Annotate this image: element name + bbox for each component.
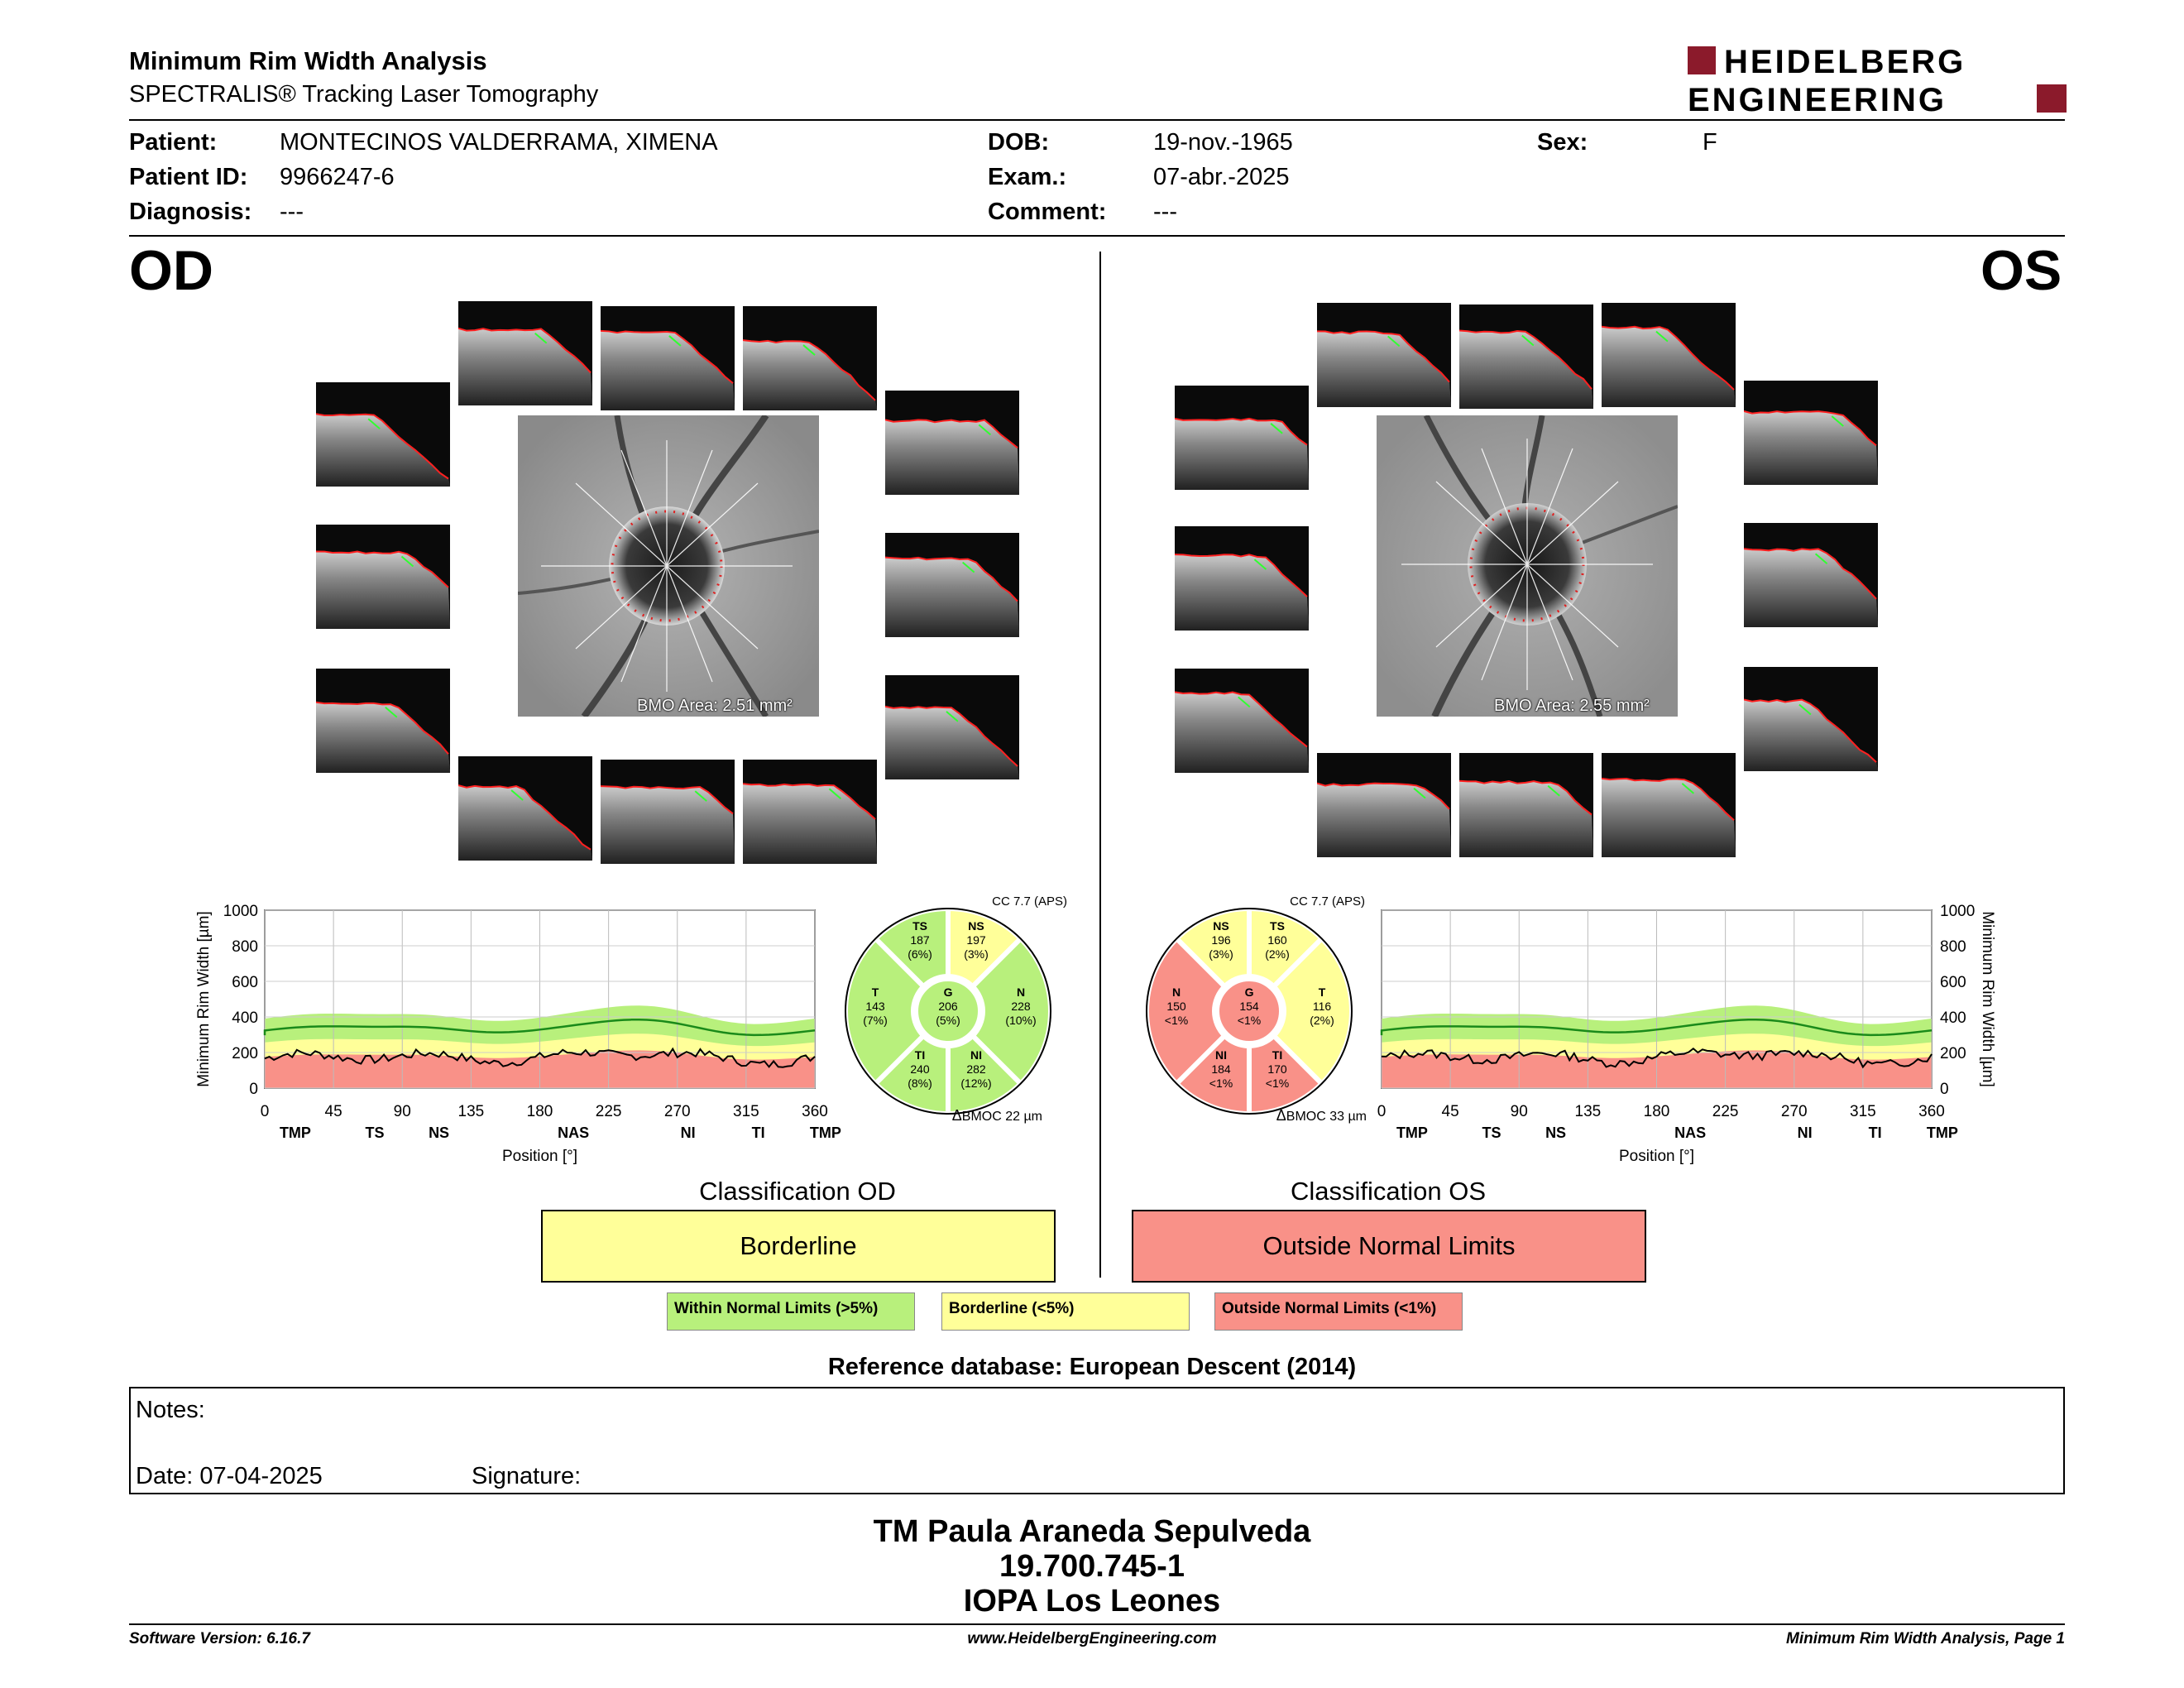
pie-label-T: 143	[865, 1000, 885, 1013]
os-bscan-9	[1744, 667, 1878, 771]
od-sector-pie	[827, 890, 1075, 1130]
os-fundus-image	[1377, 415, 1678, 717]
os-bscan-3	[1602, 303, 1736, 407]
footer-rule	[129, 1623, 2065, 1625]
pie-label-N: 150	[1166, 1000, 1186, 1013]
os-bscan-8	[1175, 669, 1309, 773]
od-bmo-area: BMO Area: 2.51 mm²	[637, 697, 793, 715]
od-bscan-1	[458, 301, 592, 405]
reference-database: Reference database: European Descent (2014)	[827, 1354, 1357, 1380]
od-bscan-10	[458, 756, 592, 861]
y-tick-label: 200	[232, 1045, 258, 1062]
logo-line2: ENGINEERING	[1688, 82, 1947, 116]
sex-label: Sex:	[1537, 129, 1588, 156]
od-bscan-11	[601, 760, 735, 864]
os-classification-box: Outside Normal Limits	[1132, 1210, 1646, 1283]
os-delta-label: ΔBMOC 33 µm	[1276, 1107, 1367, 1124]
patient-id: 9966247-6	[280, 164, 395, 190]
pie-label-N: N	[1016, 985, 1026, 999]
comment-label: Comment:	[988, 199, 1107, 225]
x-tick-label: 360	[1918, 1103, 1945, 1120]
os-bscan-1	[1317, 303, 1451, 407]
y-tick-label: 0	[249, 1081, 258, 1098]
y-tick-label: 1000	[223, 903, 258, 920]
pie-label-N: (10%)	[1005, 1014, 1037, 1027]
x-tick-label: 315	[1850, 1103, 1876, 1120]
pie-label-T: T	[871, 985, 879, 999]
sector-label: TS	[1482, 1125, 1502, 1141]
od-fundus-image	[518, 415, 819, 717]
pie-label-NI: NI	[970, 1048, 982, 1062]
legend-borderline: Borderline (<5%)	[941, 1292, 1190, 1331]
pie-label-TI: TI	[1272, 1048, 1283, 1062]
od-bscan-2	[601, 306, 735, 410]
pie-label-TI: <1%	[1265, 1077, 1290, 1090]
pie-label-N: N	[1171, 985, 1181, 999]
pie-label-TS: (6%)	[908, 947, 932, 961]
pie-label-NS: (3%)	[1209, 947, 1233, 961]
pie-label-NS: 196	[1211, 933, 1231, 947]
header-rule	[129, 119, 2065, 121]
sector-label: TI	[751, 1125, 765, 1141]
os-bscan-7	[1744, 523, 1878, 627]
os-bscan-12	[1602, 753, 1736, 857]
notes-box[interactable]	[129, 1387, 2065, 1494]
od-bscan-9	[885, 675, 1019, 779]
x-tick-label: 360	[802, 1103, 828, 1120]
pie-label-NI: NI	[1215, 1048, 1227, 1062]
pie-label-TS: TS	[912, 919, 927, 933]
pie-label-TI: 240	[910, 1062, 930, 1076]
notes-date: Date: 07-04-2025	[136, 1463, 323, 1489]
pie-label-NS: NS	[968, 919, 984, 933]
sector-label: TS	[365, 1125, 385, 1141]
od-classification-title: Classification OD	[699, 1177, 896, 1206]
pie-label-G: (5%)	[936, 1014, 960, 1027]
website: www.HeidelbergEngineering.com	[967, 1630, 1217, 1647]
os-mrw-chart	[1357, 902, 2010, 1175]
exam-label: Exam.:	[988, 164, 1067, 190]
sector-label: NI	[680, 1125, 696, 1141]
y-tick-label: 200	[1940, 1045, 1966, 1062]
x-tick-label: 45	[324, 1103, 342, 1120]
od-bscan-7	[885, 533, 1019, 637]
software-version: Software Version: 6.16.7	[129, 1630, 310, 1647]
od-bscan-12	[743, 760, 877, 864]
x-tick-label: 135	[1574, 1103, 1602, 1120]
x-tick-label: 270	[663, 1103, 691, 1120]
heidelberg-logo	[1688, 45, 2068, 116]
od-bscan-5	[885, 391, 1019, 495]
sector-label: NI	[1797, 1125, 1813, 1141]
os-bscan-2	[1459, 305, 1593, 409]
pie-label-NS: 197	[966, 933, 986, 947]
x-axis-label: Position [°]	[1618, 1148, 1695, 1165]
pie-label-G: G	[1244, 985, 1254, 999]
comment: ---	[1153, 199, 1177, 225]
eye-divider	[1099, 252, 1101, 1278]
logo-line1: HEIDELBERG	[1724, 45, 1966, 80]
pie-label-G: G	[943, 985, 953, 999]
pie-label-N: 228	[1011, 1000, 1031, 1013]
os-bscan-4	[1175, 386, 1309, 490]
patient-name: MONTECINOS VALDERRAMA, XIMENA	[280, 129, 718, 156]
x-tick-label: 315	[733, 1103, 759, 1120]
report-title: Minimum Rim Width Analysis	[129, 46, 487, 75]
os-bmo-area: BMO Area: 2.55 mm²	[1494, 697, 1650, 715]
os-label: OS	[1980, 239, 2062, 302]
y-tick-label: 800	[1940, 938, 1966, 956]
x-tick-label: 0	[1377, 1103, 1387, 1120]
pie-label-TS: 187	[910, 933, 930, 947]
sector-label: NS	[429, 1125, 450, 1141]
os-sector-pie	[1133, 890, 1382, 1130]
signer-name: TM Paula Araneda Sepulveda	[873, 1514, 1311, 1549]
legend-within-normal: Within Normal Limits (>5%)	[667, 1292, 915, 1331]
pie-label-T: T	[1318, 985, 1326, 999]
pie-label-G: <1%	[1237, 1014, 1262, 1027]
y-tick-label: 400	[232, 1009, 258, 1027]
x-tick-label: 0	[260, 1103, 270, 1120]
signer-institution: IOPA Los Leones	[963, 1584, 1221, 1618]
pie-label-TI: TI	[914, 1048, 926, 1062]
dob: 19-nov.-1965	[1153, 129, 1293, 156]
od-bscan-3	[743, 306, 877, 410]
os-bscan-5	[1744, 381, 1878, 485]
signature-label: Signature:	[472, 1463, 582, 1489]
pie-label-NS: NS	[1213, 919, 1229, 933]
sector-label: TI	[1868, 1125, 1882, 1141]
sex: F	[1703, 129, 1717, 156]
od-mrw-chart	[190, 902, 844, 1175]
od-bscan-8	[316, 669, 450, 773]
od-cc-label: CC 7.7 (APS)	[992, 894, 1067, 909]
pie-label-NI: 184	[1211, 1062, 1231, 1076]
od-label: OD	[129, 239, 213, 302]
os-bscan-11	[1459, 753, 1593, 857]
sector-label: NAS	[1674, 1125, 1707, 1141]
x-tick-label: 270	[1780, 1103, 1808, 1120]
pie-label-G: 154	[1239, 1000, 1259, 1013]
pie-label-TS: TS	[1270, 919, 1285, 933]
patient-label: Patient:	[129, 129, 218, 156]
pie-label-NI: <1%	[1209, 1077, 1233, 1090]
x-tick-label: 90	[393, 1103, 411, 1120]
sector-label: TMP	[809, 1125, 841, 1141]
y-tick-label: 0	[1940, 1081, 1949, 1098]
pie-label-TI: (8%)	[908, 1077, 932, 1090]
os-classification-title: Classification OS	[1290, 1177, 1487, 1206]
od-bscan-4	[316, 382, 450, 487]
y-tick-label: 1000	[1940, 903, 1976, 920]
signer-rut: 19.700.745-1	[999, 1549, 1185, 1584]
pie-label-TI: 170	[1267, 1062, 1287, 1076]
x-tick-label: 225	[595, 1103, 622, 1120]
y-tick-label: 600	[232, 974, 258, 991]
pie-label-NS: (3%)	[964, 947, 989, 961]
pie-label-N: <1%	[1164, 1014, 1189, 1027]
report-subtitle: SPECTRALIS® Tracking Laser Tomography	[129, 81, 599, 108]
y-tick-label: 400	[1940, 1009, 1966, 1027]
x-tick-label: 180	[526, 1103, 553, 1120]
od-classification-box: Borderline	[541, 1210, 1056, 1283]
x-tick-label: 45	[1441, 1103, 1459, 1120]
pie-label-T: (2%)	[1310, 1014, 1334, 1027]
dob-label: DOB:	[988, 129, 1050, 156]
pie-label-TS: 160	[1267, 933, 1287, 947]
os-cc-label: CC 7.7 (APS)	[1290, 894, 1365, 909]
pie-label-NI: (12%)	[960, 1077, 992, 1090]
sector-label: NAS	[558, 1125, 590, 1141]
sector-label: TMP	[1396, 1125, 1428, 1141]
page-indicator: Minimum Rim Width Analysis, Page 1	[1786, 1630, 2065, 1647]
legend-outside-normal: Outside Normal Limits (<1%)	[1214, 1292, 1463, 1331]
pie-label-TS: (2%)	[1265, 947, 1290, 961]
x-tick-label: 90	[1510, 1103, 1528, 1120]
pie-label-T: (7%)	[863, 1014, 888, 1027]
pie-label-T: 116	[1312, 1000, 1332, 1013]
os-bscan-6	[1175, 526, 1309, 631]
notes-label: Notes:	[136, 1397, 205, 1423]
pie-label-NI: 282	[966, 1062, 986, 1076]
y-tick-label: 800	[232, 938, 258, 956]
x-axis-label: Position [°]	[501, 1148, 578, 1165]
exam-date: 07-abr.-2025	[1153, 164, 1290, 190]
diagnosis-label: Diagnosis:	[129, 199, 252, 225]
x-tick-label: 180	[1643, 1103, 1670, 1120]
x-tick-label: 135	[457, 1103, 485, 1120]
sector-label: TMP	[1926, 1125, 1958, 1141]
sector-label: NS	[1545, 1125, 1567, 1141]
sector-label: TMP	[279, 1125, 311, 1141]
y-axis-label: Minimum Rim Width [µm]	[195, 911, 213, 1087]
os-bscan-10	[1317, 753, 1451, 857]
pie-label-G: 206	[938, 1000, 958, 1013]
diagnosis: ---	[280, 199, 304, 225]
patient-id-label: Patient ID:	[129, 164, 248, 190]
y-axis-label: Minimum Rim Width [µm]	[1979, 911, 1996, 1087]
x-tick-label: 225	[1712, 1103, 1739, 1120]
od-bscan-6	[316, 525, 450, 629]
y-tick-label: 600	[1940, 974, 1966, 991]
od-delta-label: ΔBMOC 22 µm	[951, 1107, 1042, 1124]
info-rule	[129, 235, 2065, 237]
